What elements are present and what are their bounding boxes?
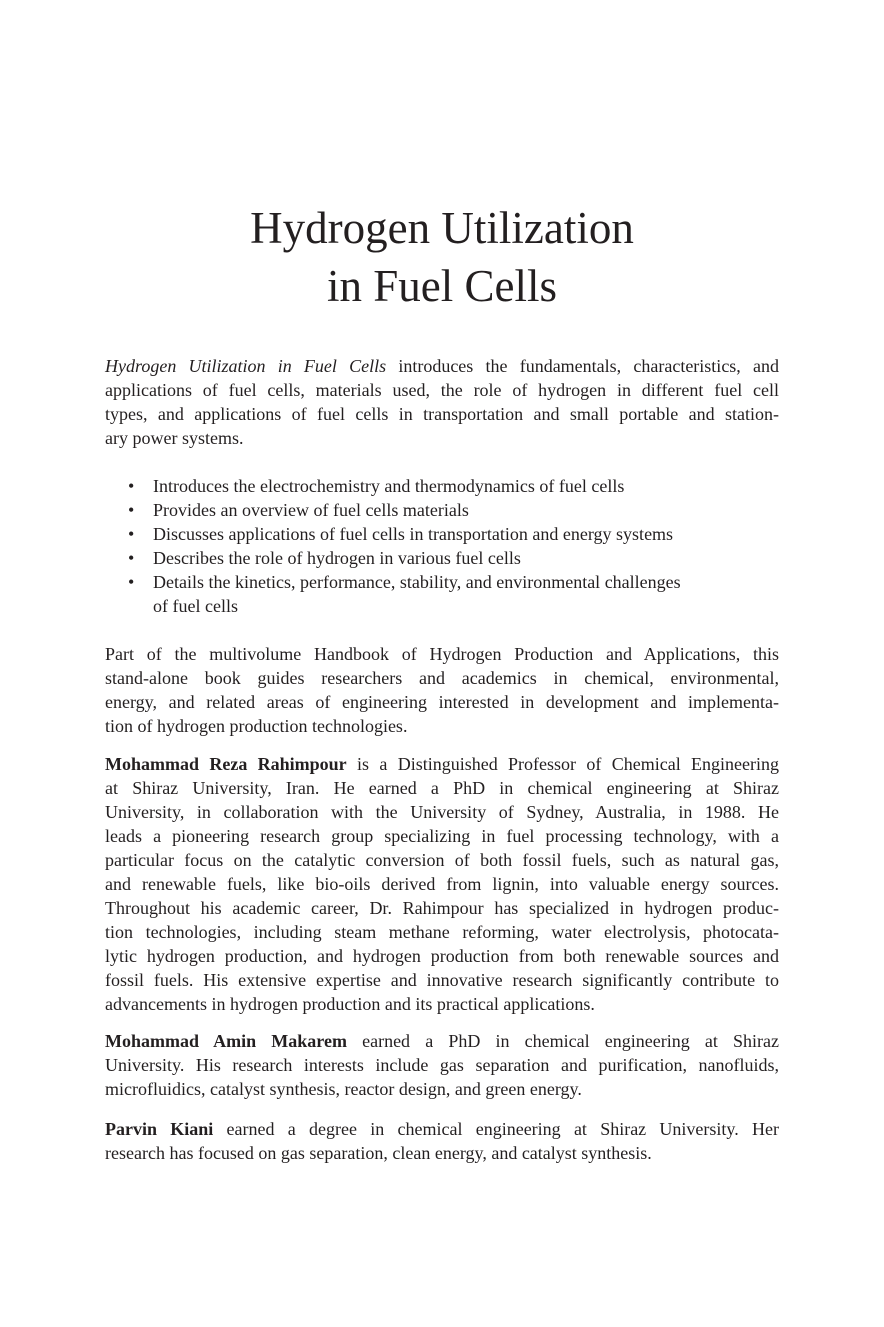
- list-item-text: of fuel cells: [153, 596, 238, 616]
- title-line-1: Hydrogen Utilization: [250, 203, 634, 253]
- text-line: [105, 1077, 779, 1101]
- line-text: particular focus on the catalytic conversion of both fossil fuels, such as natural gas,: [105, 850, 779, 870]
- text-line: [105, 402, 779, 426]
- list-item: [105, 474, 779, 498]
- series-paragraph: [105, 642, 779, 738]
- text-line: [105, 378, 779, 402]
- line-text: ary power systems.: [105, 428, 244, 448]
- book-title-italic: Hydrogen Utilization in Fuel Cells: [105, 356, 387, 376]
- line-text: University, in collaboration with the University of Sydney, Australia, in 1988. He: [105, 802, 779, 822]
- intro-paragraph: [105, 354, 779, 450]
- line-text: stand-alone book guides researchers and academics in chemical, environmental,: [105, 668, 779, 688]
- line-text: research has focused on gas separation, clean energy, and catalyst synthesis.: [105, 1143, 652, 1163]
- line-text: introduces the fundamentals, characteristics, and: [386, 356, 779, 376]
- list-item-text: Introduces the electrochemistry and thermodynamics of fuel cells: [153, 476, 625, 496]
- text-line: [105, 920, 779, 944]
- text-line: [105, 968, 779, 992]
- bullet-icon: •: [128, 524, 135, 544]
- author-bio-kiani: [105, 1117, 779, 1165]
- text-line: [105, 642, 779, 666]
- author-name: Mohammad Reza Rahimpour: [105, 754, 347, 774]
- list-item: [105, 546, 779, 570]
- line-text: Throughout his academic career, Dr. Rahimpour has specialized in hydrogen produc-: [105, 898, 779, 918]
- line-text: Part of the multivolume Handbook of Hydrogen Production and Applications, this: [105, 644, 779, 664]
- list-item-text: Discusses applications of fuel cells in transportation and energy systems: [153, 524, 674, 544]
- line-text: lytic hydrogen production, and hydrogen production from both renewable sources and: [105, 946, 779, 966]
- book-title: [0, 199, 884, 315]
- author-name: Mohammad Amin Makarem: [105, 1031, 347, 1051]
- line-text: types, and applications of fuel cells in transportation and small portable and station-: [105, 404, 779, 424]
- line-text: earned a degree in chemical engineering at Shiraz University. Her: [213, 1119, 779, 1139]
- text-line: [105, 944, 779, 968]
- text-line: [105, 714, 779, 738]
- text-line: [105, 354, 779, 378]
- bullet-icon: •: [128, 500, 135, 520]
- text-line: [105, 896, 779, 920]
- list-item: [105, 498, 779, 522]
- author-bio-makarem: [105, 1029, 779, 1101]
- line-text: applications of fuel cells, materials used, the role of hydrogen in different fuel cell: [105, 380, 779, 400]
- text-line: [105, 426, 779, 450]
- line-text: is a Distinguished Professor of Chemical Engineering: [346, 754, 779, 774]
- title-line-2: in Fuel Cells: [326, 261, 557, 311]
- line-text: advancements in hydrogen production and its practical applications.: [105, 994, 595, 1014]
- text-line: [105, 800, 779, 824]
- author-bio-rahimpour: [105, 752, 779, 1016]
- text-line: [105, 1029, 779, 1053]
- line-text: at Shiraz University, Iran. He earned a PhD in chemical engineering at Shiraz: [105, 778, 779, 798]
- text-line: [105, 666, 779, 690]
- author-name: Parvin Kiani: [105, 1119, 214, 1139]
- text-line: [105, 1117, 779, 1141]
- bullet-icon: •: [128, 476, 135, 496]
- list-item-text: Describes the role of hydrogen in various fuel cells: [153, 548, 521, 568]
- line-text: earned a PhD in chemical engineering at Shiraz: [346, 1031, 779, 1051]
- list-item-text: Provides an overview of fuel cells materials: [153, 500, 469, 520]
- line-text: energy, and related areas of engineering interested in development and implementa-: [105, 692, 779, 712]
- text-line: [105, 776, 779, 800]
- line-text: fossil fuels. His extensive expertise and innovative research significantly contribute to: [105, 970, 779, 990]
- text-line: [105, 848, 779, 872]
- feature-list: [105, 474, 779, 618]
- line-text: leads a pioneering research group specializing in fuel processing technology, with a: [105, 826, 779, 846]
- text-line: [105, 690, 779, 714]
- list-item: [105, 522, 779, 546]
- text-line: [105, 824, 779, 848]
- bullet-icon: •: [128, 548, 135, 568]
- line-text: microfluidics, catalyst synthesis, reactor design, and green energy.: [105, 1079, 582, 1099]
- text-line: [105, 1141, 779, 1165]
- line-text: and renewable fuels, like bio-oils derived from lignin, into valuable energy sources.: [105, 874, 779, 894]
- line-text: tion of hydrogen production technologies.: [105, 716, 408, 736]
- bullet-icon: •: [128, 572, 135, 592]
- line-text: tion technologies, including steam methane reforming, water electrolysis, photocata-: [105, 922, 779, 942]
- text-line: [105, 752, 779, 776]
- text-line: [105, 872, 779, 896]
- text-line: [105, 1053, 779, 1077]
- list-item: [105, 570, 779, 618]
- list-item-text: Details the kinetics, performance, stability, and environmental challenges: [153, 572, 681, 592]
- line-text: University. His research interests include gas separation and purification, nanofluids,: [105, 1055, 779, 1075]
- text-line: [105, 992, 779, 1016]
